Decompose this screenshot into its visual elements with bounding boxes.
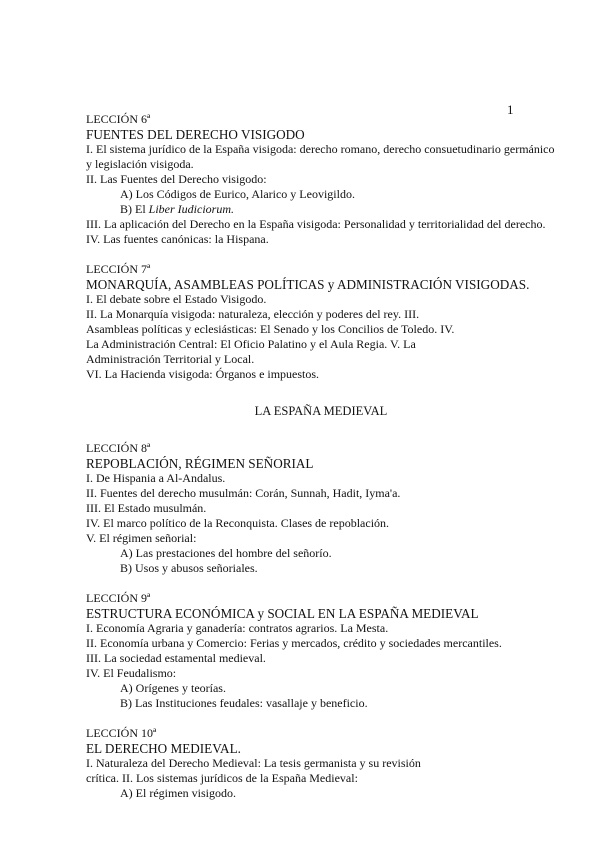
lesson-6-title: FUENTES DEL DERECHO VISIGODO	[86, 127, 305, 142]
lesson-7-line-3: Asambleas políticas y eclesiásticas: El Senado y los Concilios de Toledo. IV.	[86, 322, 455, 336]
spacer	[86, 711, 556, 726]
lesson-7-line-1: I. El debate sobre el Estado Visigodo.	[86, 292, 267, 306]
lesson-7-line-4: La Administración Central: El Oficio Palatino y el Aula Regia. V. La	[86, 337, 416, 351]
lesson-8-heading: LECCIÓN 8ª	[86, 441, 151, 455]
lesson-9-item-2: II. Economía urbana y Comercio: Ferias y mercados, crédito y sociedades mercantiles.	[86, 636, 502, 650]
lesson-8-item-4: IV. El marco político de la Reconquista. Clases de repoblación.	[86, 516, 390, 530]
lesson-6-item-3: III. La aplicación del Derecho en la España visigoda: Personalidad y territorialidad del derecho.	[86, 217, 546, 231]
lesson-8-item-5a: A) Las prestaciones del hombre del señorío.	[120, 546, 332, 560]
spacer	[86, 576, 556, 591]
spacer	[86, 382, 556, 404]
lesson-6-item-1: I. El sistema jurídico de la España visigoda: derecho romano, derecho consuetudinario germánico y legislación visigoda.	[86, 142, 555, 171]
lesson-9-item-4b: B) Las Instituciones feudales: vasallaje y beneficio.	[120, 696, 368, 710]
lesson-9-item-3: III. La sociedad estamental medieval.	[86, 651, 266, 665]
lesson-10-title: EL DERECHO MEDIEVAL.	[86, 741, 241, 756]
lesson-6-item-2: II. Las Fuentes del Derecho visigodo:	[86, 172, 267, 186]
document-body	[86, 112, 556, 801]
lesson-8-item-5: V. El régimen señorial:	[86, 531, 197, 545]
lesson-7-line-5: Administración Territorial y Local.	[86, 352, 255, 366]
lesson-6-item-2b-italic: Liber Iudiciorum.	[148, 202, 235, 216]
lesson-6-item-2a: A) Los Códigos de Eurico, Alarico y Leovigildo.	[120, 187, 355, 201]
lesson-8-title: REPOBLACIÓN, RÉGIMEN SEÑORIAL	[86, 456, 314, 471]
lesson-6-heading: LECCIÓN 6ª	[86, 112, 151, 126]
spacer	[86, 247, 556, 262]
lesson-9-item-4a: A) Orígenes y teorías.	[120, 681, 226, 695]
lesson-8-item-1: I. De Hispania a Al-Andalus.	[86, 471, 226, 485]
lesson-10-item-a: A) El régimen visigodo.	[120, 786, 236, 800]
lesson-7-line-2: II. La Monarquía visigoda: naturaleza, elección y poderes del rey. III.	[86, 307, 420, 321]
spacer	[86, 419, 556, 441]
lesson-10-line-1: I. Naturaleza del Derecho Medieval: La tesis germanista y su revisión	[86, 756, 421, 770]
lesson-8-item-3: III. El Estado musulmán.	[86, 501, 207, 515]
lesson-8-item-2: II. Fuentes del derecho musulmán: Corán, Sunnah, Hadit, Iyma'a.	[86, 486, 401, 500]
lesson-8-item-5b: B) Usos y abusos señoriales.	[120, 561, 258, 575]
page-number: 1	[507, 102, 514, 117]
lesson-7-line-6: VI. La Hacienda visigoda: Órganos e impuestos.	[86, 367, 320, 381]
lesson-6-item-4: IV. Las fuentes canónicas: la Hispana.	[86, 232, 269, 246]
lesson-6-item-2b-prefix: B) El	[120, 202, 149, 216]
lesson-9-item-1: I. Economía Agraria y ganadería: contratos agrarios. La Mesta.	[86, 621, 389, 635]
section-title: LA ESPAÑA MEDIEVAL	[254, 404, 388, 418]
lesson-9-item-4: IV. El Feudalismo:	[86, 666, 177, 680]
lesson-10-line-2: crítica. II. Los sistemas jurídicos de la España Medieval:	[86, 771, 358, 785]
lesson-9-heading: LECCIÓN 9ª	[86, 591, 151, 605]
lesson-10-heading: LECCIÓN 10ª	[86, 726, 157, 740]
lesson-9-title: ESTRUCTURA ECONÓMICA y SOCIAL EN LA ESPAÑA MEDIEVAL	[86, 606, 479, 621]
lesson-7-heading: LECCIÓN 7ª	[86, 262, 151, 276]
lesson-6-item-2b	[86, 202, 556, 217]
lesson-7-title: MONARQUÍA, ASAMBLEAS POLÍTICAS y ADMINISTRACIÓN VISIGODAS.	[86, 277, 530, 292]
